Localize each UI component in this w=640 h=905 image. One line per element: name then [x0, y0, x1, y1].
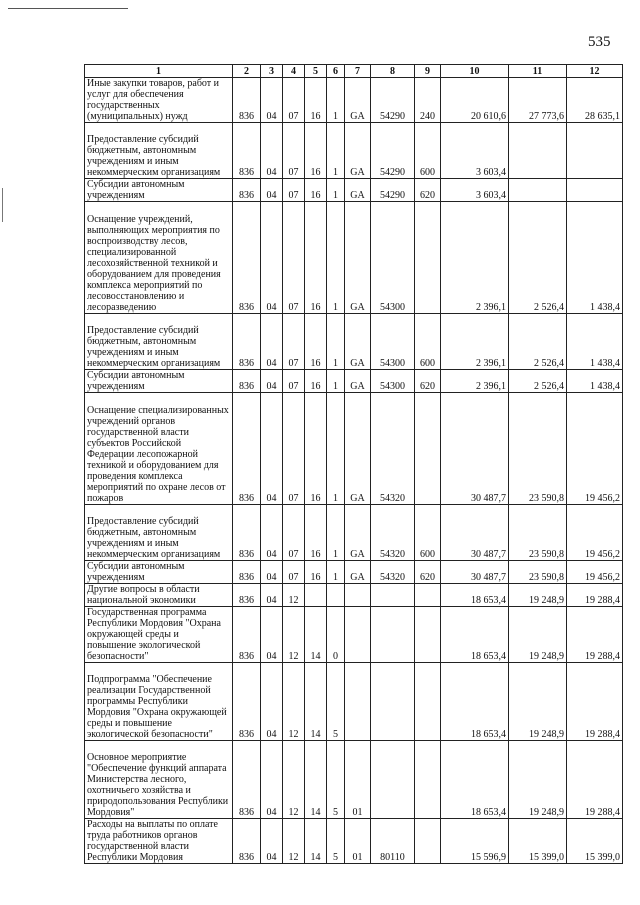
row-value-cell: 1	[327, 314, 345, 370]
row-value-cell: 1	[327, 78, 345, 123]
row-value-cell: 19 248,9	[509, 741, 567, 819]
header-rule	[8, 8, 128, 9]
row-value-cell: 07	[283, 393, 305, 505]
row-value-cell: 19 288,4	[567, 663, 623, 741]
row-name-cell: Предоставление субсидий бюджетным, автономным учреждениям и иным некоммерческим организациям	[85, 505, 233, 561]
row-value-cell: 5	[327, 741, 345, 819]
row-value-cell: 15 399,0	[509, 819, 567, 864]
row-value-cell: GA	[345, 561, 371, 584]
row-name-cell: Субсидии автономным учреждениям	[85, 370, 233, 393]
row-value-cell: 07	[283, 78, 305, 123]
row-value-cell: GA	[345, 78, 371, 123]
row-value-cell: 54290	[371, 78, 415, 123]
row-value-cell: GA	[345, 505, 371, 561]
row-value-cell: 04	[261, 584, 283, 607]
row-value-cell: 836	[233, 607, 261, 663]
row-value-cell: 28 635,1	[567, 78, 623, 123]
row-value-cell: 2 526,4	[509, 314, 567, 370]
row-value-cell: 14	[305, 741, 327, 819]
row-value-cell: 836	[233, 505, 261, 561]
row-value-cell: 600	[415, 505, 441, 561]
row-value-cell: GA	[345, 393, 371, 505]
row-value-cell: 5	[327, 819, 345, 864]
row-value-cell	[327, 584, 345, 607]
row-value-cell: 27 773,6	[509, 78, 567, 123]
row-value-cell: 04	[261, 370, 283, 393]
row-value-cell: 836	[233, 561, 261, 584]
column-header: 12	[567, 65, 623, 78]
row-value-cell: 620	[415, 370, 441, 393]
row-value-cell: 54300	[371, 314, 415, 370]
column-header: 2	[233, 65, 261, 78]
row-name-cell: Оснащение специализированных учреждений органов государственной власти субъектов Российской Федерации лесопожарной техникой и оборудованием для проведения комплекса мероприятий по охране лесов от пожаров	[85, 393, 233, 505]
row-value-cell: 80110	[371, 819, 415, 864]
row-value-cell: 836	[233, 370, 261, 393]
row-value-cell: 1 438,4	[567, 314, 623, 370]
row-value-cell: 836	[233, 819, 261, 864]
row-value-cell: 16	[305, 561, 327, 584]
table-row	[85, 314, 623, 370]
row-value-cell: 07	[283, 561, 305, 584]
row-value-cell: 0	[327, 607, 345, 663]
row-value-cell: 600	[415, 314, 441, 370]
table-row	[85, 202, 623, 314]
row-value-cell: 20 610,6	[441, 78, 509, 123]
row-value-cell: 04	[261, 393, 283, 505]
row-value-cell: 12	[283, 663, 305, 741]
row-value-cell: 16	[305, 179, 327, 202]
row-value-cell	[371, 584, 415, 607]
row-name-cell: Иные закупки товаров, работ и услуг для обеспечения государственных (муниципальных) нужд	[85, 78, 233, 123]
row-value-cell: 620	[415, 561, 441, 584]
row-value-cell: 07	[283, 202, 305, 314]
page-number: 535	[588, 34, 611, 50]
row-name-cell: Субсидии автономным учреждениям	[85, 561, 233, 584]
row-value-cell	[415, 663, 441, 741]
row-value-cell	[345, 663, 371, 741]
row-value-cell	[567, 123, 623, 179]
row-name-cell: Расходы на выплаты по оплате труда работников органов государственной власти Республики Мордовия	[85, 819, 233, 864]
row-value-cell: 07	[283, 123, 305, 179]
table-header-row	[85, 65, 623, 78]
row-value-cell: 19 288,4	[567, 607, 623, 663]
row-value-cell: 12	[283, 584, 305, 607]
row-value-cell: 15 399,0	[567, 819, 623, 864]
row-value-cell: 54300	[371, 370, 415, 393]
row-value-cell: 18 653,4	[441, 607, 509, 663]
row-value-cell	[415, 584, 441, 607]
row-value-cell: 04	[261, 505, 283, 561]
row-value-cell: 30 487,7	[441, 505, 509, 561]
row-value-cell: 12	[283, 819, 305, 864]
row-value-cell: 04	[261, 78, 283, 123]
row-value-cell: GA	[345, 202, 371, 314]
table-row	[85, 561, 623, 584]
row-value-cell	[305, 584, 327, 607]
row-value-cell: 07	[283, 370, 305, 393]
row-value-cell: 2 526,4	[509, 370, 567, 393]
row-name-cell: Предоставление субсидий бюджетным, автономным учреждениям и иным некоммерческим организациям	[85, 123, 233, 179]
row-value-cell: 07	[283, 505, 305, 561]
row-value-cell: 19 456,2	[567, 561, 623, 584]
row-value-cell: 620	[415, 179, 441, 202]
table-row	[85, 607, 623, 663]
row-value-cell: 04	[261, 314, 283, 370]
row-value-cell	[509, 123, 567, 179]
column-header: 3	[261, 65, 283, 78]
row-value-cell: 54290	[371, 179, 415, 202]
table-row	[85, 663, 623, 741]
row-value-cell: 16	[305, 505, 327, 561]
row-value-cell: 04	[261, 202, 283, 314]
row-value-cell: 04	[261, 179, 283, 202]
table-body	[85, 78, 623, 864]
row-value-cell	[371, 607, 415, 663]
row-value-cell: 3 603,4	[441, 123, 509, 179]
budget-table	[84, 64, 623, 864]
column-header: 1	[85, 65, 233, 78]
row-value-cell: 2 396,1	[441, 202, 509, 314]
row-value-cell: 836	[233, 741, 261, 819]
table-row	[85, 370, 623, 393]
row-value-cell: 01	[345, 741, 371, 819]
row-value-cell: 23 590,8	[509, 393, 567, 505]
row-value-cell	[345, 584, 371, 607]
row-value-cell: 04	[261, 607, 283, 663]
row-value-cell	[415, 393, 441, 505]
row-value-cell: 1	[327, 370, 345, 393]
row-value-cell: 836	[233, 179, 261, 202]
table-row	[85, 393, 623, 505]
row-value-cell	[345, 607, 371, 663]
column-header: 11	[509, 65, 567, 78]
row-value-cell: 54290	[371, 123, 415, 179]
row-value-cell: 5	[327, 663, 345, 741]
table-row	[85, 179, 623, 202]
row-value-cell: 19 248,9	[509, 584, 567, 607]
row-value-cell: 30 487,7	[441, 561, 509, 584]
row-value-cell: 18 653,4	[441, 663, 509, 741]
row-value-cell: 1 438,4	[567, 370, 623, 393]
table-row	[85, 584, 623, 607]
row-value-cell: 1	[327, 393, 345, 505]
row-value-cell: 16	[305, 123, 327, 179]
row-value-cell: 07	[283, 179, 305, 202]
row-value-cell: 16	[305, 314, 327, 370]
row-value-cell: 600	[415, 123, 441, 179]
row-value-cell: 1	[327, 179, 345, 202]
row-value-cell: 2 396,1	[441, 314, 509, 370]
row-value-cell: 836	[233, 584, 261, 607]
row-value-cell: 23 590,8	[509, 505, 567, 561]
row-value-cell: 2 396,1	[441, 370, 509, 393]
row-value-cell: 15 596,9	[441, 819, 509, 864]
table-row	[85, 741, 623, 819]
margin-mark	[2, 188, 3, 222]
row-value-cell: 19 248,9	[509, 607, 567, 663]
column-header: 5	[305, 65, 327, 78]
column-header: 10	[441, 65, 509, 78]
row-value-cell: 14	[305, 663, 327, 741]
row-value-cell: 19 288,4	[567, 741, 623, 819]
row-value-cell: 19 248,9	[509, 663, 567, 741]
row-value-cell: 04	[261, 561, 283, 584]
row-value-cell: 04	[261, 663, 283, 741]
row-value-cell: 836	[233, 663, 261, 741]
row-value-cell: 16	[305, 202, 327, 314]
column-header: 8	[371, 65, 415, 78]
row-value-cell: 1	[327, 561, 345, 584]
row-value-cell: 54320	[371, 561, 415, 584]
row-name-cell: Оснащение учреждений, выполняющих мероприятия по воспроизводству лесов, специализированной лесохозяйственной техникой и оборудованием для проведения комплекса мероприятий по лесовосстановлению и лесоразведению	[85, 202, 233, 314]
row-value-cell: 19 456,2	[567, 505, 623, 561]
row-name-cell: Другие вопросы в области национальной экономики	[85, 584, 233, 607]
table-row	[85, 505, 623, 561]
row-value-cell: 3 603,4	[441, 179, 509, 202]
row-value-cell	[415, 819, 441, 864]
row-value-cell: 836	[233, 202, 261, 314]
row-value-cell: GA	[345, 370, 371, 393]
row-value-cell: GA	[345, 123, 371, 179]
row-name-cell: Субсидии автономным учреждениям	[85, 179, 233, 202]
column-header: 9	[415, 65, 441, 78]
row-value-cell: 836	[233, 393, 261, 505]
row-value-cell: 1	[327, 123, 345, 179]
row-value-cell: 30 487,7	[441, 393, 509, 505]
row-value-cell: 1	[327, 505, 345, 561]
row-value-cell	[415, 607, 441, 663]
table-row	[85, 123, 623, 179]
row-value-cell: 1	[327, 202, 345, 314]
row-value-cell: 19 288,4	[567, 584, 623, 607]
column-header: 6	[327, 65, 345, 78]
row-value-cell: 16	[305, 370, 327, 393]
row-value-cell: 01	[345, 819, 371, 864]
table-row	[85, 819, 623, 864]
row-value-cell: 07	[283, 314, 305, 370]
row-value-cell: GA	[345, 314, 371, 370]
row-name-cell: Подпрограмма "Обеспечение реализации Государственной программы Республики Мордовия "Охрана окружающей среды и повышение экологической безопасности"	[85, 663, 233, 741]
row-name-cell: Предоставление субсидий бюджетным, автономным учреждениям и иным некоммерческим организациям	[85, 314, 233, 370]
row-value-cell: 240	[415, 78, 441, 123]
row-value-cell	[509, 179, 567, 202]
row-value-cell: 836	[233, 123, 261, 179]
table-row	[85, 78, 623, 123]
row-value-cell	[567, 179, 623, 202]
column-header: 7	[345, 65, 371, 78]
row-value-cell: 54320	[371, 505, 415, 561]
row-value-cell: 14	[305, 819, 327, 864]
row-value-cell: 04	[261, 123, 283, 179]
row-value-cell	[415, 202, 441, 314]
row-value-cell: 19 456,2	[567, 393, 623, 505]
row-value-cell: 2 526,4	[509, 202, 567, 314]
column-header: 4	[283, 65, 305, 78]
row-value-cell	[415, 741, 441, 819]
row-value-cell: 04	[261, 819, 283, 864]
row-name-cell: Государственная программа Республики Мордовия "Охрана окружающей среды и повышение экологической безопасности"	[85, 607, 233, 663]
row-value-cell: 12	[283, 607, 305, 663]
row-value-cell: 18 653,4	[441, 584, 509, 607]
row-value-cell: 23 590,8	[509, 561, 567, 584]
row-value-cell: 54320	[371, 393, 415, 505]
row-value-cell: 1 438,4	[567, 202, 623, 314]
row-value-cell: 16	[305, 78, 327, 123]
row-value-cell: GA	[345, 179, 371, 202]
row-value-cell: 836	[233, 314, 261, 370]
row-name-cell: Основное мероприятие "Обеспечение функций аппарата Министерства лесного, охотничьего хозяйства и природопользования Республики Мордовия"	[85, 741, 233, 819]
row-value-cell	[371, 663, 415, 741]
row-value-cell	[371, 741, 415, 819]
row-value-cell: 14	[305, 607, 327, 663]
row-value-cell: 16	[305, 393, 327, 505]
row-value-cell: 18 653,4	[441, 741, 509, 819]
row-value-cell: 54300	[371, 202, 415, 314]
row-value-cell: 04	[261, 741, 283, 819]
row-value-cell: 12	[283, 741, 305, 819]
row-value-cell: 836	[233, 78, 261, 123]
